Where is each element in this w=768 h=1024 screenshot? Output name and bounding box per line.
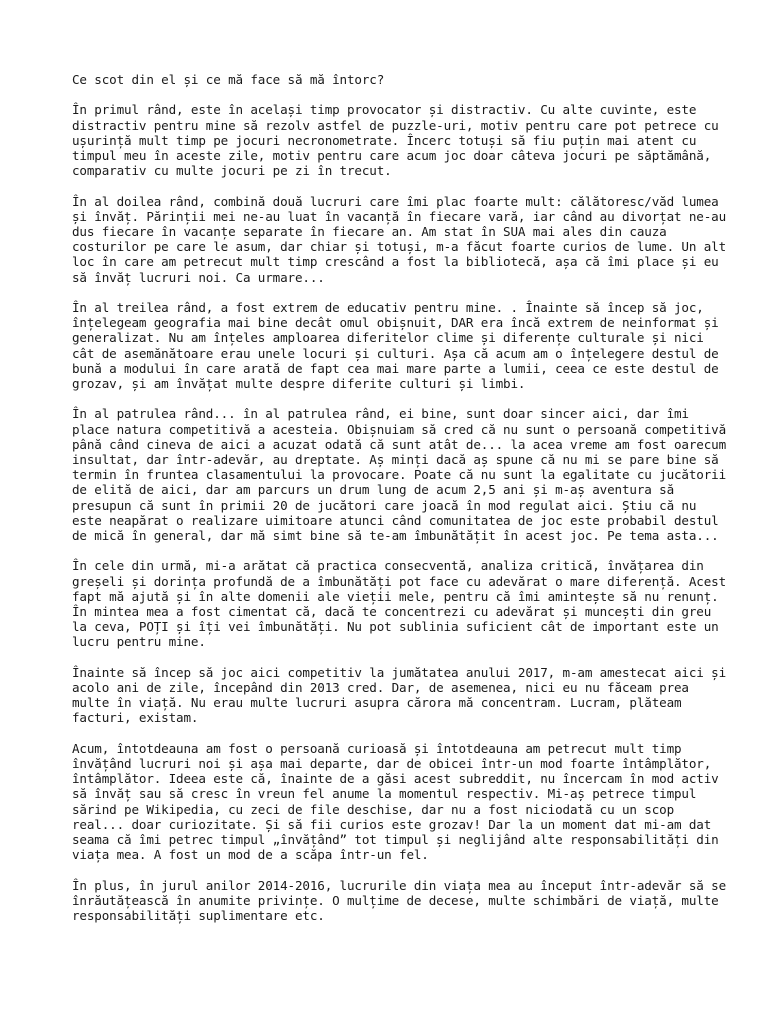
paragraph-life-changes: În plus, în jurul anilor 2014-2016, lucrurile din viața mea au început într-adevăr să se înrăutățească în anumite privințe. O mulțime de decese, multe schimbări de viață, multe responsabilități suplimentare etc.	[72, 877, 727, 924]
document-page	[72, 72, 732, 938]
paragraph-third-reason: În al treilea rând, a fost extrem de educativ pentru mine. . Înainte să încep să joc, înțelegeam geografia mai bine decât omul obișnuit, DAR era încă extrem de neinformat și generalizat. Nu am înțeles amploarea diferitelor clime și diferențe culturale și nici cât de asemănătoare erau unele locuri și culturi. Așa că acum am o înțelegere destul de bună a modului în care arată de fapt cea mai mare parte a lumii, ceea ce este destul de grozav, și am învățat multe despre diferite culturi și limbi.	[72, 300, 719, 392]
paragraph-curiosity: Acum, întotdeauna am fost o persoană curioasă și întotdeauna am petrecut mult timp învățând lucruri noi și așa mai departe, dar de obicei într-un mod foarte întâmplător, întâmplător. Ideea este că, înainte de a găsi acest subreddit, nu încercam în mod activ să învăț sau să cresc în vreun fel anume la momentul respectiv. Mi-aș petrece timpul sărind pe Wikipedia, cu zeci de file deschise, dar nu a fost niciodată cu un scop real... doar curiozitate. Și să fii curios este grozav! Dar la un moment dat mi-am dat seama că îmi petrec timpul „învățând” tot timpul și neglijând alte responsabilități din viața mea. A fost un mod de a scăpa într-un fel.	[72, 740, 719, 863]
paragraph-fourth-reason: În al patrulea rând... în al patrulea rând, ei bine, sunt doar sincer aici, dar îmi place natura competitivă a acesteia. Obișnuiam să cred că nu sunt o persoană competitivă până când cineva de aici a acuzat odată că sunt atât de... la acea vreme am fost oarecum insultat, dar într-adevăr, au dreptate. Aș minți dacă aș spune că nu mi se pare bine să termin în fruntea clasamentului la provocare. Poate că nu sunt la egalitate cu jucătorii de elită de aici, dar am parcurs un drum lung de acum 2,5 ani și m-aș aventura să presupun că sunt în primii 20 de jucători care joacă în mod regulat aici. Știu că nu este neapărat o realizare uimitoare atunci când comunitatea de joc este probabil destul de mică în general, dar mă simt bine să te-am îmbunătățit în acest joc. Pe tema asta...	[72, 406, 727, 544]
paragraph-first-reason: În primul rând, este în același timp provocator și distractiv. Cu alte cuvinte, este distractiv pentru mine să rezolv astfel de puzzle-uri, motiv pentru care pot petrece cu ușurință mult timp pe jocuri necronometrate. Încerc totuși să fiu puțin mai atent cu timpul meu în aceste zile, motiv pentru care acum joc doar câteva jocuri pe săptămână, comparativ cu multe jocuri pe zi în trecut.	[72, 102, 719, 179]
document-heading: Ce scot din el și ce mă face să mă întorc?	[72, 72, 385, 87]
paragraph-final-reason: În cele din urmă, mi-a arătat că practica consecventă, analiza critică, învățarea din greșeli și dorința profundă de a îmbunătăți pot face cu adevărat o mare diferență. Acest fapt mă ajută și în alte domenii ale vieții mele, pentru că îmi amintește să nu renunț. În mintea mea a fost cimentat că, dacă te concentrezi cu adevărat și muncești din greu la ceva, POȚI și îți vei îmbunătăți. Nu pot sublinia suficient cât de important este un lucru pentru mine.	[72, 558, 727, 650]
paragraph-background: Înainte să încep să joc aici competitiv la jumătatea anului 2017, m-am amestecat aici și acolo ani de zile, începând din 2013 cred. Dar, de asemenea, nici eu nu făceam prea multe în viață. Nu erau multe lucruri asupra cărora mă concentram. Lucram, plăteam facturi, existam.	[72, 664, 727, 726]
paragraph-second-reason: În al doilea rând, combină două lucruri care îmi plac foarte mult: călătoresc/văd lumea și învăț. Părinții mei ne-au luat în vacanță în fiecare vară, iar când au divorțat ne-au dus fiecare în vacanțe separate în fiecare an. Am stat în SUA mai ales din cauza costurilor pe care le asum, dar chiar și totuși, m-a făcut foarte curios de lume. Un alt loc în care am petrecut mult timp crescând a fost la bibliotecă, așa că îmi place și eu să învăț lucruri noi. Ca urmare...	[72, 193, 727, 285]
